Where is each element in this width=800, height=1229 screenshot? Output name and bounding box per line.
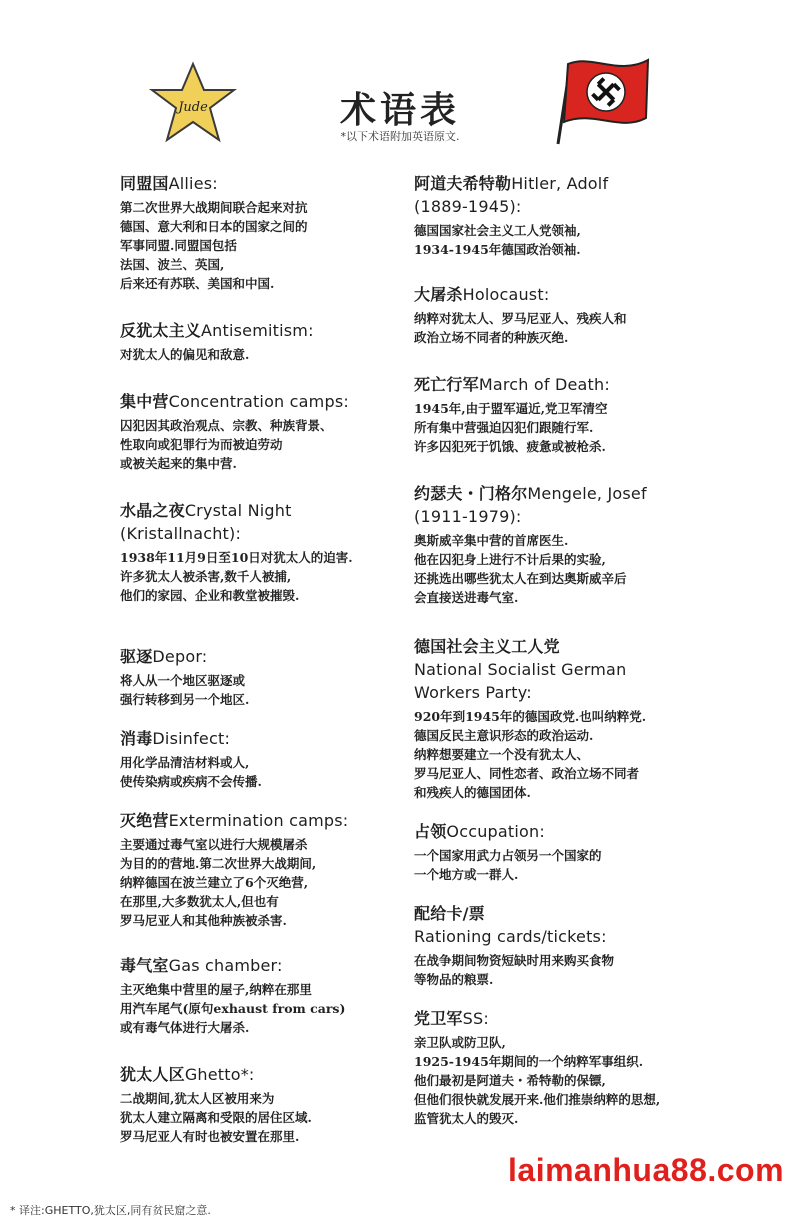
term-definition: 1938年11月9日至10日对犹太人的迫害. 许多犹太人被杀害,数千人被捕, 他们的家园、企业和教堂被摧毁.: [120, 550, 353, 603]
term-chinese: 灭绝营: [120, 811, 169, 830]
term-chinese: 配给卡/票: [414, 904, 485, 923]
term-heading: [120, 1063, 395, 1086]
glossary-entry: [414, 902, 714, 989]
glossary-entry: [414, 172, 714, 259]
term-definition: 主要通过毒气室以进行大规模屠杀 为目的的营地.第二次世界大战期间, 纳粹德国在波兰建立了6个灭绝营, 在那里,大多数犹太人,但也有 罗马尼亚人和其他种族被杀害.: [120, 837, 317, 928]
term-heading: [120, 390, 395, 413]
glossary-entry: [120, 954, 395, 1037]
term-heading: [414, 482, 714, 528]
glossary-entry: [414, 1007, 714, 1128]
glossary-entry: [120, 727, 395, 791]
term-chinese: 驱逐: [120, 647, 153, 666]
glossary-entry: [120, 1063, 395, 1146]
glossary-entry: [414, 635, 714, 802]
glossary-entry: [414, 482, 714, 607]
term-english: Mengele, Josef (1911-1979):: [414, 484, 647, 526]
watermark: laimanhua88.com: [508, 1152, 785, 1188]
term-heading: [120, 172, 395, 195]
term-english: Occupation:: [446, 822, 545, 841]
glossary-entry: [120, 645, 395, 709]
term-definition: 第二次世界大战期间联合起来对抗 德国、意大利和日本的国家之间的 军事同盟.同盟国包括 法国、波兰、英国, 后来还有苏联、美国和中国.: [120, 200, 308, 291]
term-heading: [120, 499, 395, 545]
term-definition: 在战争期间物资短缺时用来购买食物 等物品的粮票.: [414, 953, 615, 987]
glossary-entry: [120, 319, 395, 364]
term-chinese: 毒气室: [120, 956, 169, 975]
term-chinese: 死亡行军: [414, 375, 479, 394]
term-chinese: 大屠杀: [414, 285, 463, 304]
term-english: Antisemitism:: [201, 321, 314, 340]
term-english: Disinfect:: [152, 729, 231, 748]
term-chinese: 水晶之夜: [120, 501, 185, 520]
term-english: Concentration camps:: [168, 392, 349, 411]
term-heading: [120, 645, 395, 668]
term-english: Holocaust:: [462, 285, 550, 304]
term-heading: [120, 319, 395, 342]
term-heading: [414, 373, 714, 396]
term-definition: 将人从一个地区驱逐或 强行转移到另一个地区.: [120, 673, 250, 707]
term-definition: 主灭绝集中营里的屋子,纳粹在那里 用汽车尾气(原句exhaust from cars) 或有毒气体进行大屠杀.: [120, 982, 346, 1035]
term-english: Depor:: [152, 647, 208, 666]
term-english: Ghetto*:: [184, 1065, 255, 1084]
glossary-entry: [120, 172, 395, 293]
term-definition: 920年到1945年的德国政党.也叫纳粹党. 德国反民主意识形态的政治运动. 纳粹想要建立一个没有犹太人、 罗马尼亚人、同性恋者、政治立场不同者 和残疾人的德国团体.: [414, 709, 647, 800]
term-definition: 二战期间,犹太人区被用来为 犹太人建立隔离和受限的居住区域. 罗马尼亚人有时也被安置在那里.: [120, 1091, 312, 1144]
term-heading: [120, 727, 395, 750]
term-heading: [120, 809, 395, 832]
term-heading: [414, 283, 714, 306]
glossary-entry: [120, 390, 395, 473]
term-definition: 1945年,由于盟军逼近,党卫军清空 所有集中营强迫囚犯们跟随行军. 许多囚犯死于饥饿、疲惫或被枪杀.: [414, 401, 608, 454]
term-english: Rationing cards/tickets:: [414, 927, 607, 946]
glossary-entry: [120, 809, 395, 930]
term-english: Gas chamber:: [168, 956, 283, 975]
term-definition: 奥斯威辛集中营的首席医生. 他在囚犯身上进行不计后果的实验, 还挑选出哪些犹太人在到达奥斯威辛后 会直接送进毒气室.: [414, 533, 627, 605]
term-chinese: 反犹太主义: [120, 321, 202, 340]
glossary-left-column: [120, 172, 395, 1146]
term-english: March of Death:: [478, 375, 610, 394]
term-definition: 德国国家社会主义工人党领袖, 1934-1945年德国政治领袖.: [414, 223, 581, 257]
term-heading: [414, 1007, 714, 1030]
term-english: Allies:: [168, 174, 218, 193]
glossary-entry: [414, 373, 714, 456]
term-definition: 纳粹对犹太人、罗马尼亚人、残疾人和 政治立场不同者的种族灭绝.: [414, 311, 627, 345]
term-heading: [414, 172, 714, 218]
term-chinese: 同盟国: [120, 174, 169, 193]
term-chinese: 犹太人区: [120, 1065, 185, 1084]
term-definition: 对犹太人的偏见和敌意.: [120, 347, 250, 362]
term-definition: 一个国家用武力占领另一个国家的 一个地方或一群人.: [414, 848, 602, 882]
star-label: Jude: [178, 100, 208, 115]
term-chinese: 消毒: [120, 729, 153, 748]
term-chinese: 占领: [414, 822, 447, 841]
term-heading: [414, 902, 714, 948]
term-heading: [414, 635, 714, 704]
page-subtitle: *以下术语附加英语原文.: [340, 130, 460, 143]
term-chinese: 约瑟夫・门格尔: [414, 484, 528, 503]
term-heading: [120, 954, 395, 977]
term-chinese: 阿道夫希特勒: [414, 174, 512, 193]
term-heading: [414, 820, 714, 843]
glossary-entry: [414, 283, 714, 347]
glossary-right-column: [414, 172, 714, 1128]
term-definition: 囚犯因其政治观点、宗教、种族背景、 性取向或犯罪行为而被迫劳动 或被关起来的集中营.: [120, 418, 333, 471]
term-english: Hitler, Adolf (1889-1945):: [414, 174, 609, 216]
term-definition: 用化学品清洁材料或人, 使传染病或疾病不会传播.: [120, 755, 262, 789]
term-english: Crystal Night (Kristallnacht):: [120, 501, 292, 543]
term-chinese: 集中营: [120, 392, 169, 411]
footnote: * 译注:GHETTO,犹太区,同有贫民窟之意.: [10, 1204, 211, 1217]
term-english: Extermination camps:: [168, 811, 349, 830]
term-chinese: 党卫军: [414, 1009, 463, 1028]
term-english: SS:: [462, 1009, 489, 1028]
term-definition: 亲卫队或防卫队, 1925-1945年期间的一个纳粹军事组织. 他们最初是阿道夫・希特勒的保镖, 但他们很快就发展开来.他们推崇纳粹的思想, 监管犹太人的毁灭.: [414, 1035, 661, 1126]
page-title: 术语表: [339, 90, 460, 131]
term-english: National Socialist German Workers Party:: [414, 660, 627, 702]
glossary-entry: [120, 499, 395, 605]
glossary-entry: [414, 820, 714, 884]
term-chinese: 德国社会主义工人党: [414, 637, 560, 656]
